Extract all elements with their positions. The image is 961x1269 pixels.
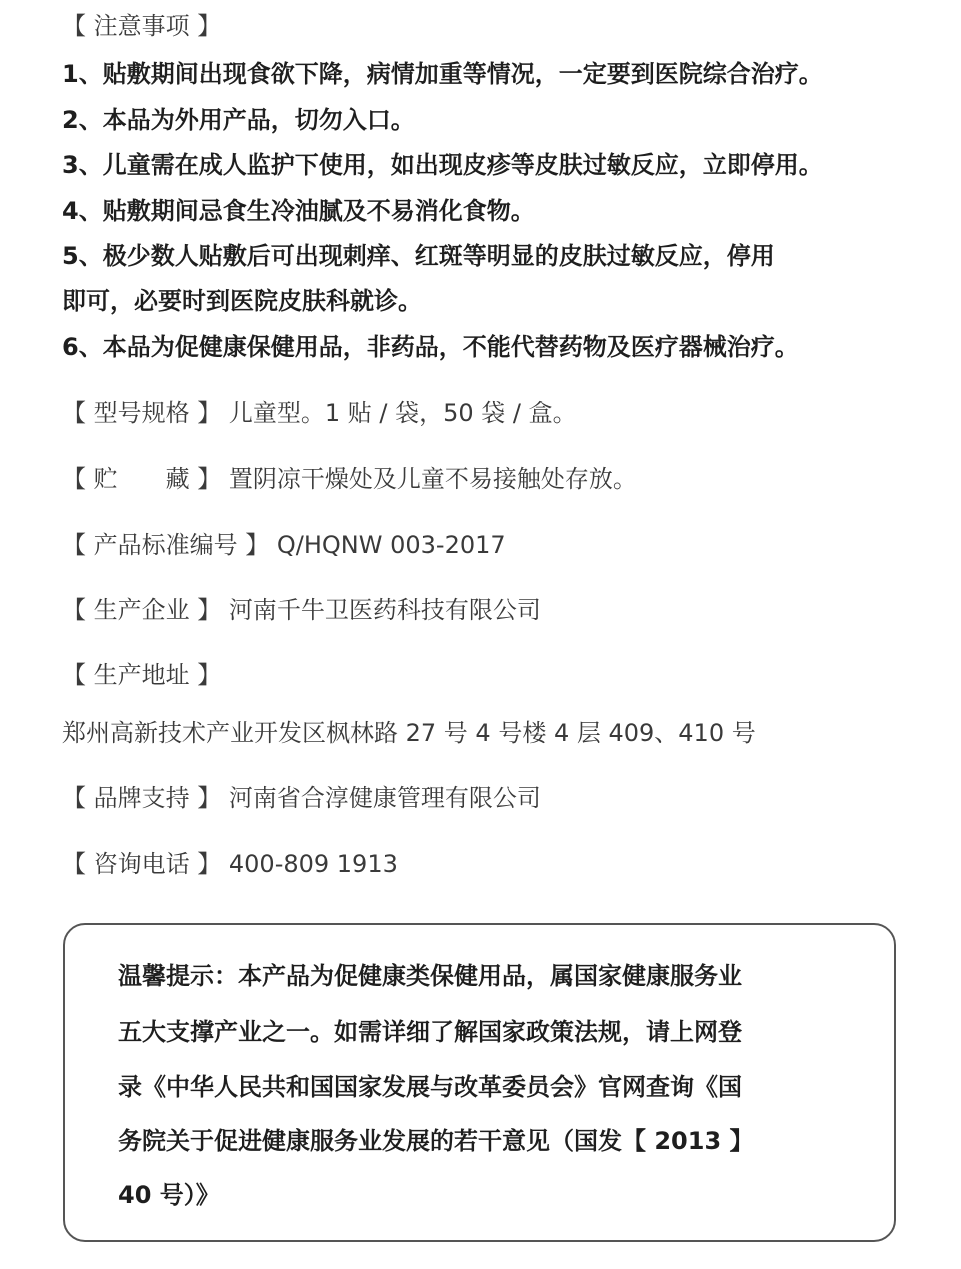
tip-line-1: 温馨提示：本产品为促健康类保健用品，属国家健康服务业 [118, 962, 742, 990]
spec-manufacturer: 【 生产企业 】 河南千牛卫医药科技有限公司 [62, 596, 541, 624]
tip-line-2: 五大支撑产业之一。如需详细了解国家政策法规，请上网登 [118, 1018, 742, 1046]
note-item-1: 1、贴敷期间出现食欲下降，病情加重等情况，一定要到医院综合治疗。 [62, 60, 823, 88]
tip-line-4: 务院关于促进健康服务业发展的若干意见（国发【 2013 】 [118, 1127, 754, 1155]
note-item-3: 3、儿童需在成人监护下使用，如出现皮疹等皮肤过敏反应，立即停用。 [62, 151, 823, 179]
tip-line-3: 录《中华人民共和国国家发展与改革委员会》官网查询《国 [118, 1073, 742, 1101]
spec-address-label: 【 生产地址 】 [62, 661, 222, 689]
spec-storage: 【 贮 藏 】 置阴凉干燥处及儿童不易接触处存放。 [62, 465, 637, 493]
warm-tip-box [63, 923, 896, 1242]
tip-line-5: 40 号）》 [118, 1181, 220, 1209]
spec-standard: 【 产品标准编号 】 Q/HQNW 003-2017 [62, 531, 506, 559]
note-item-5-cont: 即可，必要时到医院皮肤科就诊。 [62, 287, 422, 315]
spec-brand: 【 品牌支持 】 河南省合淳健康管理有限公司 [62, 784, 541, 812]
spec-phone: 【 咨询电话 】 400-809 1913 [62, 850, 398, 878]
spec-address: 郑州高新技术产业开发区枫林路 27 号 4 号楼 4 层 409、410 号 [62, 719, 756, 747]
notes-heading: 【 注意事项 】 [62, 12, 222, 40]
note-item-6: 6、本品为促健康保健用品，非药品，不能代替药物及医疗器械治疗。 [62, 333, 799, 361]
note-item-5: 5、极少数人贴敷后可出现刺痒、红斑等明显的皮肤过敏反应，停用 [62, 242, 775, 270]
note-item-2: 2、本品为外用产品，切勿入口。 [62, 106, 415, 134]
spec-model: 【 型号规格 】 儿童型。1 贴 / 袋，50 袋 / 盒。 [62, 399, 577, 427]
note-item-4: 4、贴敷期间忌食生冷油腻及不易消化食物。 [62, 197, 535, 225]
